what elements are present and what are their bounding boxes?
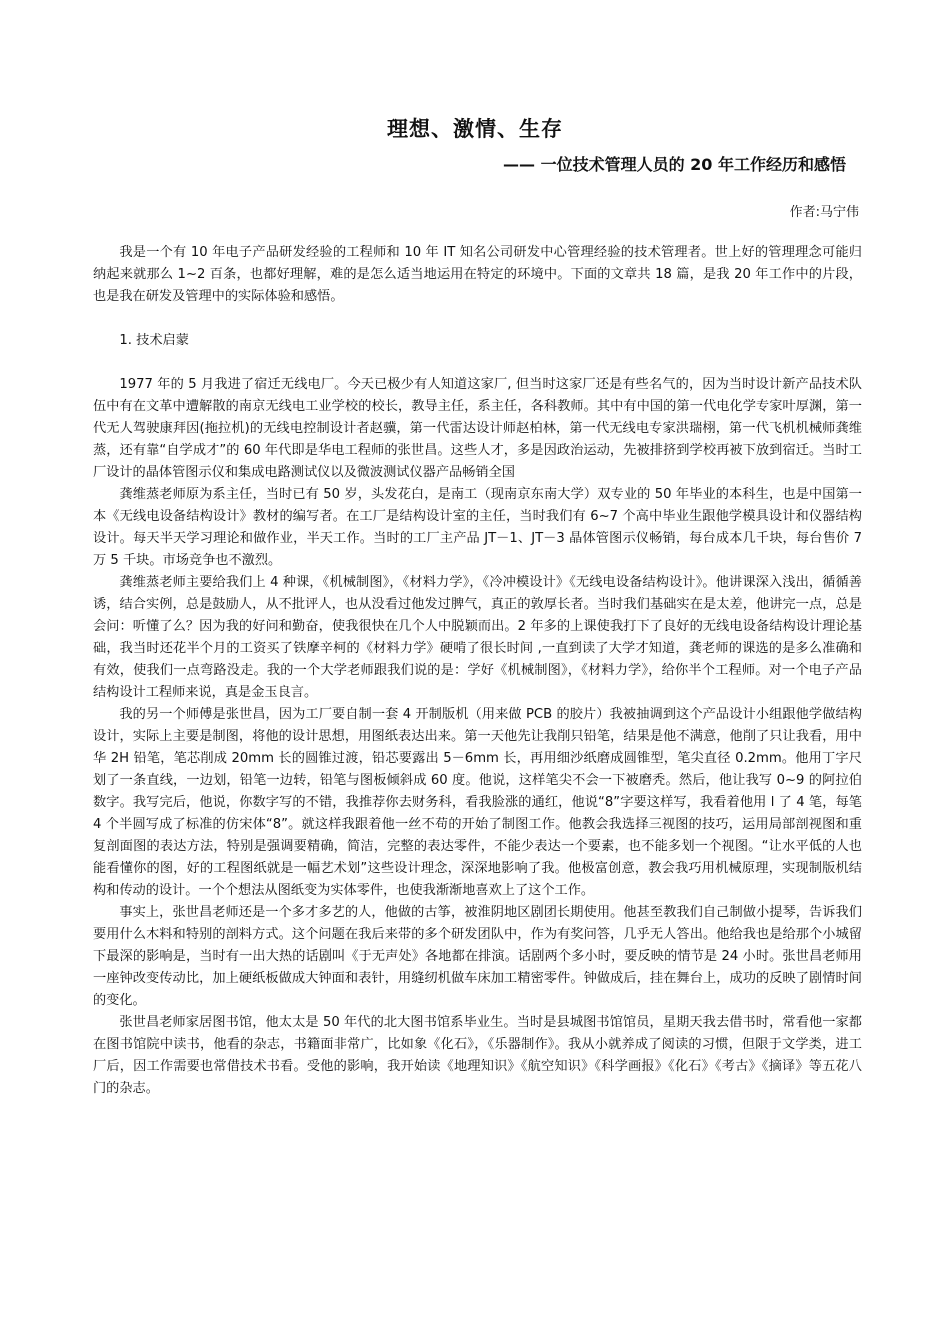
body-paragraph: 龚维蒸老师原为系主任，当时已有 50 岁，头发花白，是南工（现南京东南大学）双专业的 50 年毕业的本科生，也是中国第一本《无线电设备结构设计》教材的编写者。在工厂是结构设计室的主任，当时我们有 6~7 个高中毕业生跟他学模具设计和仪器结构设计。每天半天学习理论和做作业，半天工作。当时的工厂主产品 JT－1、JT－3 晶体管图示仪畅销，每台成本几千块，每台售价 7 万 5 千块。市场竞争也不激烈。 bbox=[93, 487, 862, 568]
body-paragraph: 我的另一个师傅是张世昌，因为工厂要自制一套 4 开制版机（用来做 PCB 的胶片）我被抽调到这个产品设计小组跟他学做结构设计，实际上主要是制图，将他的设计思想，用图纸表达出来。第一天他先让我削只铅笔，结果是他不满意，他削了只让我看，用中华 2H 铅笔，笔芯削成 20mm 长的圆锥过渡，铅芯要露出 5－6mm 长，再用细沙纸磨成圆锥型，笔尖直径 0.2mm。他用丁字尺划了一条直线，一边划，铅笔一边转，铅笔与图板倾斜成 60 度。他说，这样笔尖不会一下被磨秃。然后，他让我写 0~9 的阿拉伯数字。我写完后，他说，你数字写的不错，我推荐你去财务科，看我脸涨的通红，他说“8”字要这样写，我看着他用 l 了 4 笔，每笔 4 个半圆写成了标准的仿宋体“8”。就这样我跟着他一丝不苟的开始了制图工作。他教会我选择三视图的技巧，运用局部剖视图和重复剖面图的表达方法，特别是强调要精确，简洁，完整的表达零件，不能少表达一个要素，也不能多划一个视图。“让水平低的人也能看懂你的图，好的工程图纸就是一幅艺术划”这些设计理念，深深地影响了我。他极富创意，教会我巧用机械原理，实现制版机结构和传动的设计。一个个想法从图纸变为实体零件，也使我渐渐地喜欢上了这个工作。 bbox=[93, 707, 862, 898]
spacer bbox=[93, 352, 862, 374]
body-paragraph: 张世昌老师家居图书馆，他太太是 50 年代的北大图书馆系毕业生。当时是县城图书馆馆员，星期天我去借书时，常看他一家都在图书馆院中读书，他看的杂志，书籍面非常广，比如象《化石》，《乐器制作》。我从小就养成了阅读的习惯，但限于文学类，进工厂后，因工作需要也常借技术书看。受他的影响，我开始读《地理知识》《航空知识》《科学画报》《化石》《考古》《摘译》等五花八门的杂志。 bbox=[93, 1015, 862, 1096]
author-line: 作者:马宁伟 bbox=[789, 205, 859, 220]
body-paragraph: 龚维蒸老师主要给我们上 4 种课，《机械制图》，《材料力学》，《冷冲模设计》《无线电设备结构设计》。他讲课深入浅出，循循善诱，结合实例，总是鼓励人，从不批评人，也从没看过他发过脾气，真正的敦厚长者。当时我们基础实在是太差，他讲完一点，总是会问：听懂了么？因为我的好问和勤奋，使我很快在几个人中脱颖而出。2 年多的上课使我打下了良好的无线电设备结构设计理论基础，我当时还花半个月的工资买了铁摩辛柯的《材料力学》硬啃了很长时间 ,一直到读了大学才知道，龚老师的课选的是多么准确和有效，使我们一点弯路没走。我的一个大学老师跟我们说的是：学好《机械制图》，《材料力学》，给你半个工程师。对一个电子产品结构设计工程师来说，真是金玉良言。 bbox=[93, 575, 862, 700]
body-paragraph: 1977 年的 5 月我进了宿迁无线电厂。今天已极少有人知道这家厂, 但当时这家厂还是有些名气的，因为当时设计新产品技术队伍中有在文革中遭解散的南京无线电工业学校的校长，教导主任，系主任，各科教师。其中有中国的第一代电化学专家叶厚渊，第一代无人驾驶康拜因(拖拉机)的无线电控制设计者赵骥，第一代雷达设计师赵柏林，第一代无线电专家洪瑞栩，第一代飞机机械师龚维蒸，还有靠“自学成才”的 60 年代即是华电工程师的张世昌。这些人才，多是因政治运动，先被排挤到学校再被下放到宿迁。当时工厂设计的晶体管图示仪和集成电路测试仪以及微波测试仪器产品畅销全国 bbox=[93, 377, 862, 480]
section-heading: 1. 技术启蒙 bbox=[119, 333, 189, 348]
document-title: 理想、激情、生存 bbox=[387, 117, 563, 141]
article-body bbox=[93, 242, 862, 1100]
intro-paragraph: 我是一个有 10 年电子产品研发经验的工程师和 10 年 IT 知名公司研发中心管理经验的技术管理者。世上好的管理理念可能归纳起来就那么 1~2 百条，也都好理解，难的是怎么适当地运用在特定的环境中。下面的文章共 18 篇，是我 20 年工作中的片段，也是我在研发及管理中的实际体验和感悟。 bbox=[93, 245, 862, 304]
spacer bbox=[93, 308, 862, 330]
body-paragraph: 事实上，张世昌老师还是一个多才多艺的人，他做的古筝，被淮阴地区剧团长期使用。他甚至教我们自己制做小提琴，告诉我们要用什么木料和特别的剖料方式。这个问题在我后来带的多个研发团队中，作为有奖问答，几乎无人答出。他给我也是给那个小城留下最深的影响是，当时有一出大热的话剧叫《于无声处》各地都在排演。话剧两个多小时，要反映的情节是 24 小时。张世昌老师用一座钟改变传动比，加上硬纸板做成大钟面和表针，用缝纫机做车床加工精密零件。钟做成后，挂在舞台上，成功的反映了剧情时间的变化。 bbox=[93, 905, 862, 1008]
document-subtitle: —— 一位技术管理人员的 20 年工作经历和感悟 bbox=[503, 155, 846, 174]
